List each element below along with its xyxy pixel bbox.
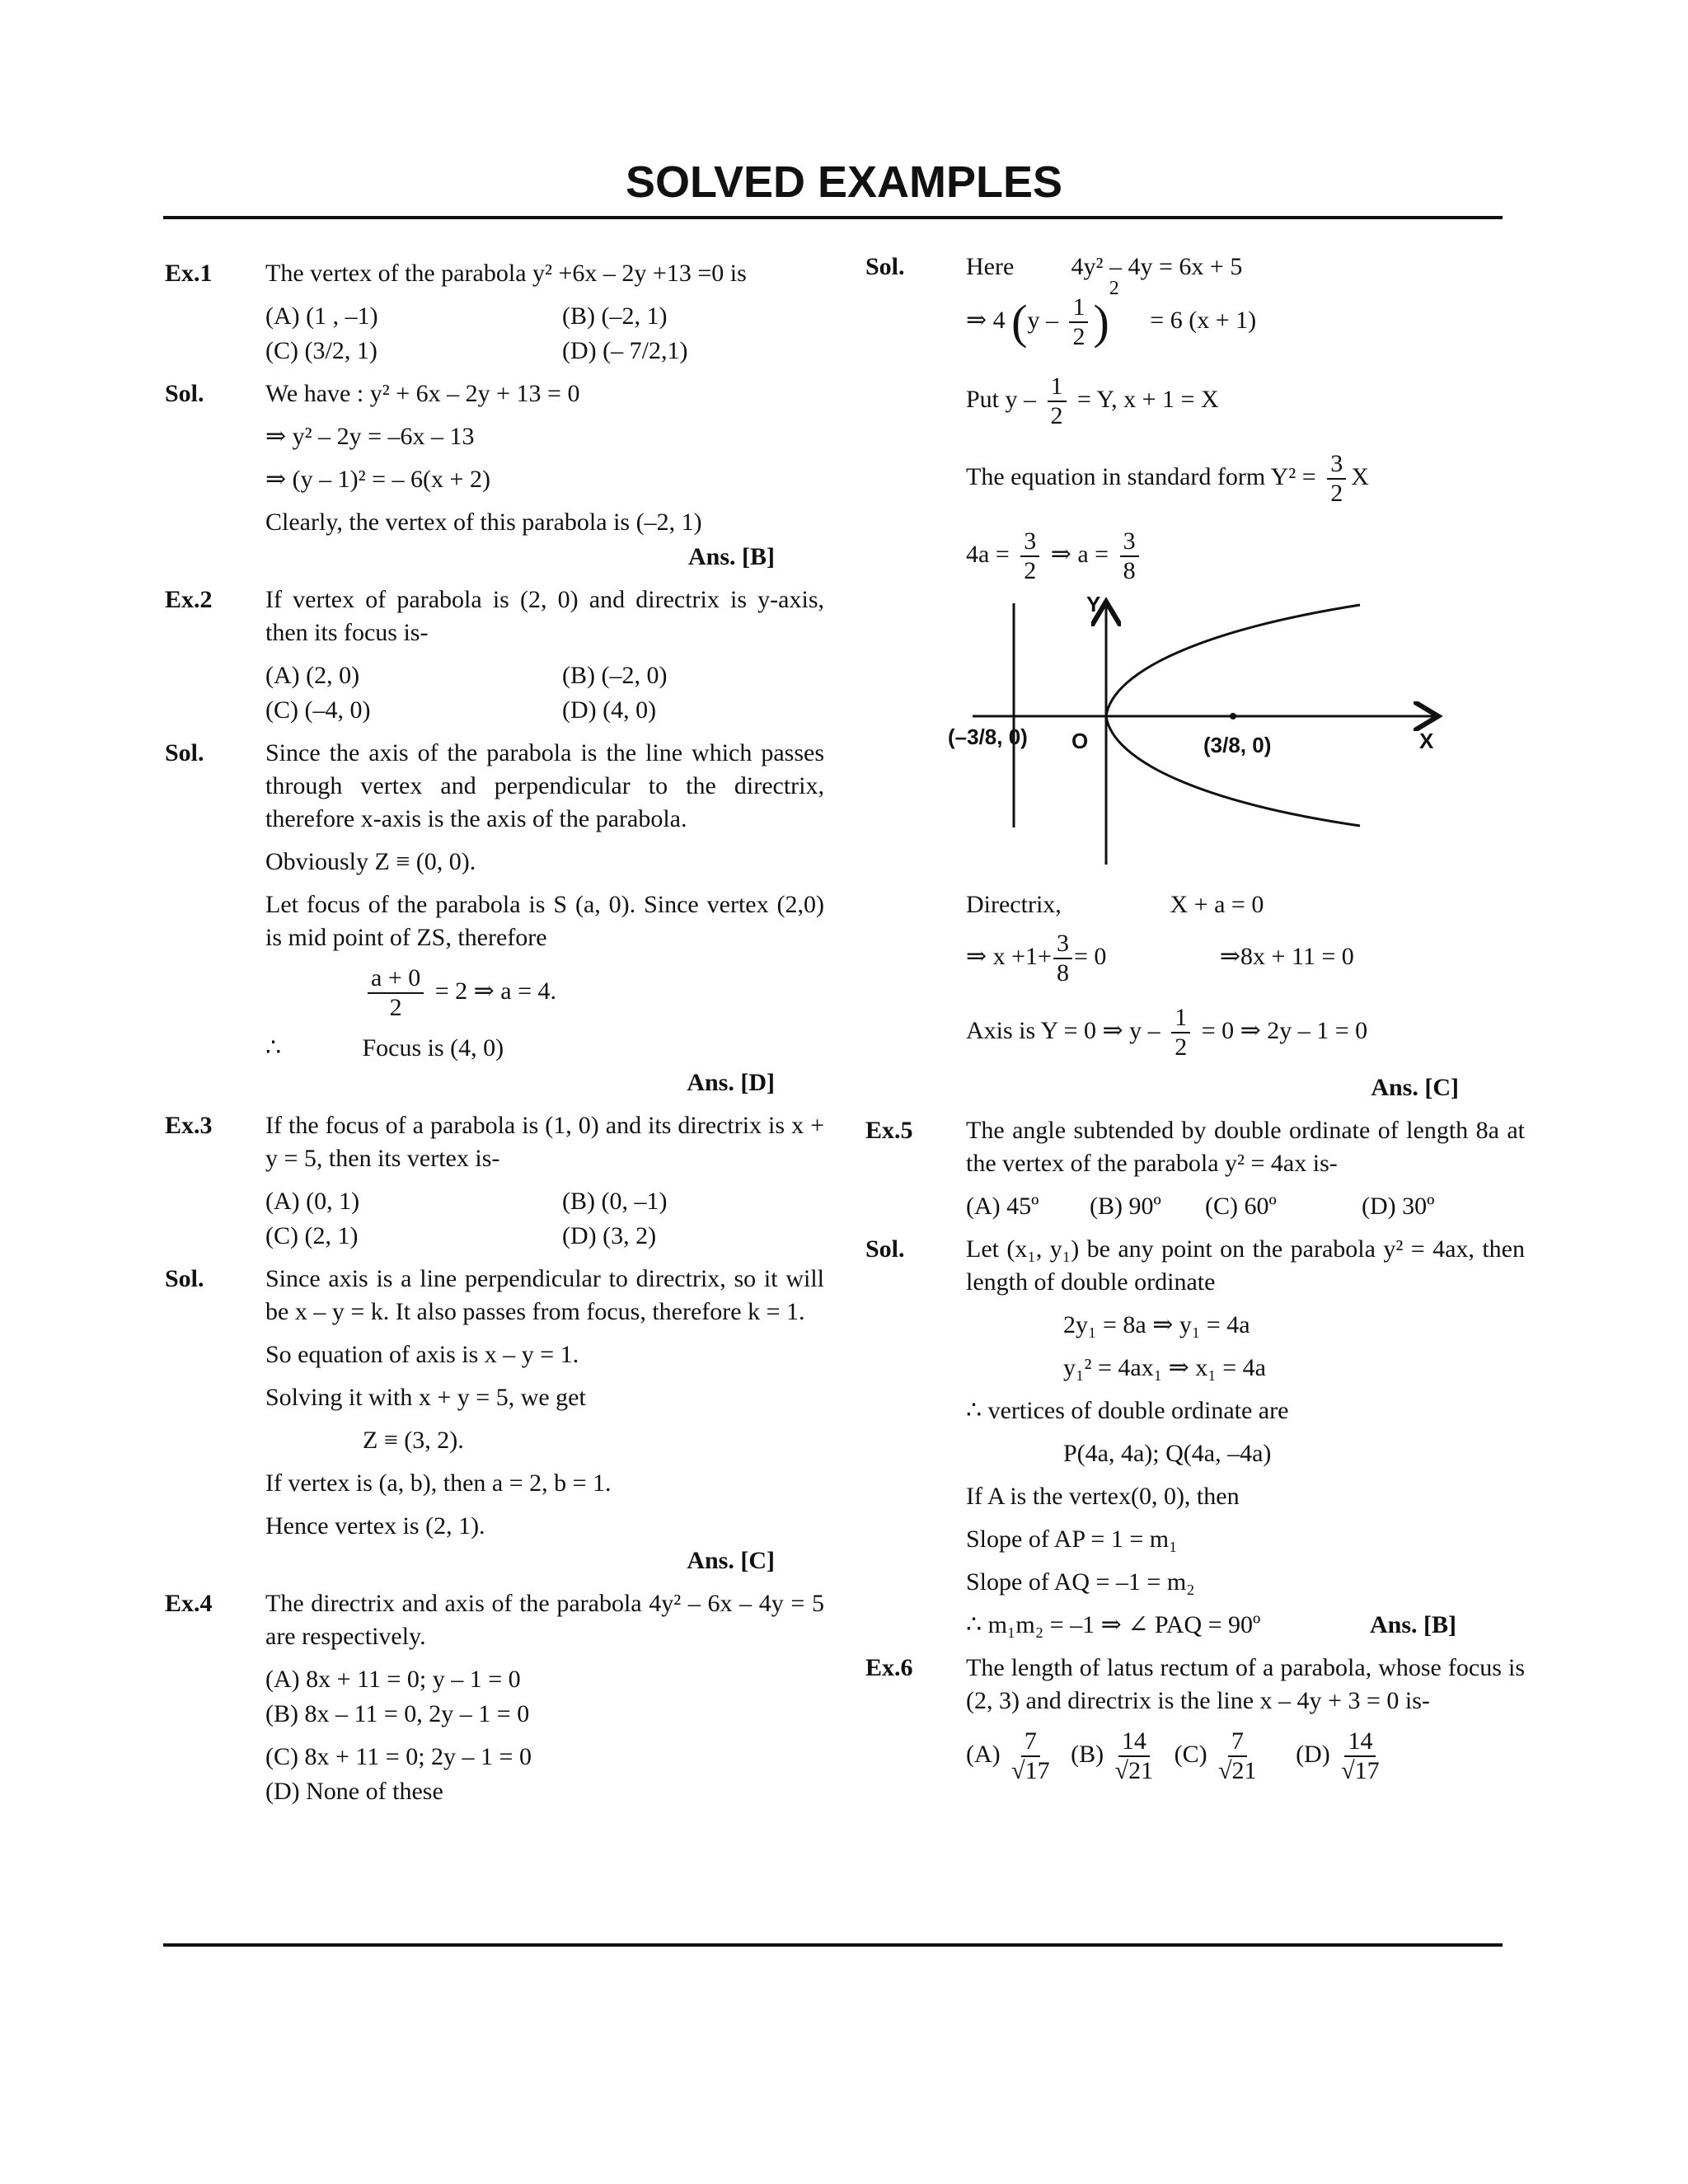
sol4-four-a <box>966 527 1525 593</box>
ex5-sol-text: If A is the vertex(0, 0), then <box>966 1483 1240 1510</box>
d2-right: ⇒8x + 11 = 0 <box>1219 942 1354 970</box>
directrix-line-text <box>966 888 1525 921</box>
ex1-solution-line1 <box>165 377 824 410</box>
sol4-here-line <box>966 251 1525 284</box>
sol4-completed-square <box>966 278 1525 359</box>
d2-pre: ⇒ x +1+ <box>966 942 1052 970</box>
ex3-question: If the focus of a parabola is (1, 0) and its directrix is x + y = 5, then its vertex is- <box>265 1112 824 1172</box>
ex1-sol-step: Clearly, the vertex of this parabola is (–2, 1) <box>265 509 702 536</box>
ex1-option-b: (B) (–2, 1) <box>562 302 668 330</box>
ex3-label: Ex.3 <box>165 1112 213 1139</box>
ex2-frac-rest: = 2 ⇒ a = 4. <box>434 977 557 1005</box>
right-paren: ) <box>1093 295 1109 349</box>
std-text: The equation in standard form Y² = <box>966 462 1316 490</box>
ex6-label: Ex.6 <box>865 1654 913 1681</box>
parabola-diagram <box>948 592 1467 869</box>
ex3-options-row2 <box>265 1220 824 1253</box>
sol4-eq1: 4y² – 4y = 6x + 5 <box>1071 253 1243 280</box>
left-column <box>165 247 824 1818</box>
focus-point <box>1230 713 1236 719</box>
ex2-option-b: (B) (–2, 0) <box>562 662 668 689</box>
two-den: 2 <box>1330 480 1343 507</box>
ex3-sol-text: So equation of axis is x – y = 1. <box>265 1341 579 1368</box>
ex6-option-d-label: (D) <box>1296 1740 1330 1768</box>
half-num: 1 <box>1069 293 1088 323</box>
ex6-question: The length of latus rectum of a parabola, whose focus is (2, 3) and directrix is the line x – 4y + 3 = 0 is- <box>966 1654 1525 1714</box>
ex3-answer: Ans. [C] <box>687 1547 775 1574</box>
ex2-sol-text: Let focus of the parabola is S (a, 0). Since vertex (2,0) is mid point of ZS, therefore <box>265 891 824 951</box>
ex2-label: Ex.2 <box>165 586 213 613</box>
half-den: 2 <box>1050 402 1063 429</box>
right-column <box>865 247 1525 1803</box>
ex3-option-b: (B) (0, –1) <box>562 1188 668 1215</box>
ex5-question-line <box>865 1114 1525 1180</box>
ex3-sol-text: Solving it with x + y = 5, we get <box>265 1384 586 1411</box>
ex5-sol-text: ∴ vertices of double ordinate are <box>966 1397 1289 1424</box>
ex2-options-row2 <box>265 694 824 727</box>
top-rule <box>163 216 1503 219</box>
sol4-line1 <box>865 251 1525 284</box>
ex5-options <box>966 1190 1525 1223</box>
ex1-sol-step: We have : y² + 6x – 2y + 13 = 0 <box>265 380 580 407</box>
ex2-frac-num: a + 0 <box>368 964 424 994</box>
ex2-fraction <box>368 964 424 1022</box>
half-den: 2 <box>1072 323 1085 350</box>
ex1-sol-label: Sol. <box>165 380 204 407</box>
ex2-solution-line1 <box>165 737 824 836</box>
ex3-sol-label: Sol. <box>165 1265 204 1292</box>
ex6-options <box>966 1727 1525 1793</box>
ex6-option-b-fraction <box>1115 1727 1153 1785</box>
ex6-option-a-fraction <box>1011 1727 1049 1785</box>
ex6-option-b-label: (B) <box>1071 1740 1104 1768</box>
ex5-sol-text: Slope of AP = 1 = m₁ <box>966 1526 1178 1553</box>
x-axis-label: X <box>1419 729 1434 753</box>
ex3-option-a: (A) (0, 1) <box>265 1188 360 1215</box>
axis-line <box>966 1004 1525 1070</box>
ex4-option-a: (A) 8x + 11 = 0; y – 1 = 0 <box>265 1666 521 1693</box>
ex6-question-line <box>865 1652 1525 1718</box>
ex6-d-den: √17 <box>1341 1757 1380 1784</box>
ex2-option-a: (A) (2, 0) <box>265 662 360 689</box>
left-paren: ( <box>1011 295 1028 349</box>
ex3-sol-text: Since axis is a line perpendicular to directrix, so it will be x – y = k. It also passes from focus, therefore k = 1. <box>265 1265 824 1325</box>
ex5-sol-text: y₁² = 4ax₁ ⇒ x₁ = 4a <box>1063 1354 1266 1381</box>
three-num: 3 <box>1020 527 1039 557</box>
ex1-options-row2 <box>265 335 824 368</box>
ex5-option-a: (A) 45º <box>966 1193 1039 1220</box>
y-axis-label: Y <box>1086 592 1101 616</box>
sol4-answer: Ans. [C] <box>1371 1074 1459 1101</box>
ex2-sol-text: Since the axis of the parabola is the line which passes through vertex and perpendicular to the directrix, therefore x-axis is the axis of the parabola. <box>265 739 824 832</box>
ex2-option-c: (C) (–4, 0) <box>265 696 371 724</box>
square-exponent: 2 <box>1109 278 1119 299</box>
ex3-sol-text: Hence vertex is (2, 1). <box>265 1512 485 1540</box>
three-num: 3 <box>1120 527 1139 557</box>
half-num: 1 <box>1048 373 1067 402</box>
ex2-frac-den: 2 <box>389 994 402 1021</box>
eight-den: 8 <box>1123 557 1136 584</box>
ex5-option-b: (B) 90º <box>1090 1193 1161 1220</box>
focus-point-label: (3/8, 0) <box>1203 733 1272 757</box>
ex6-b-num: 14 <box>1118 1727 1150 1757</box>
ex2-fraction-line <box>272 964 824 1022</box>
ex2-question-line <box>165 583 824 649</box>
three-num: 3 <box>1327 450 1346 480</box>
implies-a: ⇒ a = <box>1050 540 1109 568</box>
ex3-sol-text: Z ≡ (3, 2). <box>363 1427 464 1454</box>
here-word: Here <box>966 253 1015 280</box>
axis-post: = 0 ⇒ 2y – 1 = 0 <box>1201 1016 1368 1044</box>
put-y: Put y – <box>966 385 1037 413</box>
ex5-label: Ex.5 <box>865 1117 913 1144</box>
ex3-option-d: (D) (3, 2) <box>562 1222 657 1249</box>
ex1-question-line <box>165 257 824 290</box>
ex5-answer: Ans. [B] <box>1370 1611 1457 1638</box>
ex2-sol-label: Sol. <box>165 739 204 766</box>
half-fraction <box>1171 1004 1190 1062</box>
page-title: SOLVED EXAMPLES <box>625 157 1063 207</box>
y-minus: y – <box>1027 306 1058 334</box>
three-halves <box>1020 527 1039 585</box>
ex5-sol-text: Let (x₁, y₁) be any point on the parabola y² = 4ax, then length of double ordinate <box>966 1235 1525 1296</box>
ex3-option-c: (C) (2, 1) <box>265 1222 359 1249</box>
ex5-option-c: (C) 60º <box>1205 1193 1277 1220</box>
ex5-sol-text: Slope of AQ = –1 = m₂ <box>966 1568 1195 1596</box>
four-a: 4a = <box>966 540 1010 568</box>
ex1-option-a: (A) (1 , –1) <box>265 302 378 330</box>
three-eighths <box>1053 930 1072 987</box>
ex5-sol-text: 2y₁ = 8a ⇒ y₁ = 4a <box>1063 1311 1250 1338</box>
directrix-label: Directrix, <box>966 891 1062 918</box>
put-rest: = Y, x + 1 = X <box>1077 385 1219 413</box>
ex6-a-num: 7 <box>1021 1727 1040 1757</box>
three-halves <box>1327 450 1346 508</box>
directrix-eq: X + a = 0 <box>1170 891 1264 918</box>
ex5-sol-text: ∴ m₁m₂ = –1 ⇒ ∠ PAQ = 90º <box>966 1611 1261 1638</box>
sol4-standard-form <box>966 450 1525 516</box>
ex3-options-row1 <box>265 1185 824 1218</box>
ex2-sol-text: Obviously Z ≡ (0, 0). <box>265 848 476 875</box>
ex6-a-den: √17 <box>1011 1757 1050 1784</box>
ex1-option-c: (C) (3/2, 1) <box>265 337 377 364</box>
axis-pre: Axis is Y = 0 ⇒ y – <box>966 1016 1160 1044</box>
bottom-rule <box>163 1943 1503 1947</box>
ex5-sol-text: P(4a, 4a); Q(4a, –4a) <box>1063 1440 1272 1467</box>
ex4-label: Ex.4 <box>165 1590 213 1617</box>
ex5-solution-line1 <box>865 1233 1525 1299</box>
sol4-label: Sol. <box>865 253 905 280</box>
ex6-option-c-fraction <box>1218 1727 1256 1785</box>
implies-4: ⇒ 4 <box>966 306 1006 334</box>
ex3-sol-text: If vertex is (a, b), then a = 2, b = 1. <box>265 1469 612 1497</box>
ex4-option-d: (D) None of these <box>265 1778 443 1805</box>
eight-den: 8 <box>1056 959 1069 987</box>
ex2-focus-line <box>165 1032 824 1065</box>
ex5-option-d: (D) 30º <box>1362 1193 1435 1220</box>
ex1-option-d: (D) (– 7/2,1) <box>562 337 688 364</box>
ex4-question: The directrix and axis of the parabola 4y² – 6x – 4y = 5 are respectively. <box>265 1590 824 1650</box>
ex6-option-c-label: (C) <box>1174 1740 1207 1768</box>
ex3-solution-line1 <box>165 1263 824 1329</box>
half-den: 2 <box>1175 1033 1188 1061</box>
ex6-b-den: √21 <box>1114 1757 1154 1784</box>
ex6-c-den: √21 <box>1218 1757 1257 1784</box>
std-x: X <box>1351 462 1369 490</box>
ex4-question-line <box>165 1587 824 1653</box>
origin-label: O <box>1071 729 1089 753</box>
ex1-label: Ex.1 <box>165 260 213 287</box>
ex1-sol-step: ⇒ y² – 2y = –6x – 13 <box>265 423 475 450</box>
ex5-sol-label: Sol. <box>865 1235 905 1263</box>
three-num: 3 <box>1053 930 1072 959</box>
ex2-focus: Focus is (4, 0) <box>362 1034 504 1062</box>
ex6-option-d-fraction <box>1341 1727 1379 1785</box>
ex6-option-a-label: (A) <box>966 1740 1001 1768</box>
two-den: 2 <box>1024 557 1037 584</box>
ex4-option-b: (B) 8x – 11 = 0, 2y – 1 = 0 <box>265 1700 530 1727</box>
ex5-final-line <box>966 1609 1525 1642</box>
d2-post: = 0 <box>1073 942 1107 970</box>
ex1-question: The vertex of the parabola y² +6x – 2y +13 =0 is <box>265 260 747 287</box>
ex5-question: The angle subtended by double ordinate of length 8a at the vertex of the parabola y² = 4ax is- <box>966 1117 1525 1177</box>
ex1-sol-step: ⇒ (y – 1)² = – 6(x + 2) <box>265 466 490 493</box>
three-eighths <box>1120 527 1139 585</box>
ex6-d-num: 14 <box>1344 1727 1376 1757</box>
directrix-substitution <box>966 930 1525 996</box>
half-fraction <box>1048 373 1067 430</box>
ex2-question: If vertex of parabola is (2, 0) and directrix is y-axis, then its focus is- <box>265 586 824 646</box>
half-num: 1 <box>1171 1004 1190 1033</box>
therefore-symbol: ∴ <box>265 1034 282 1062</box>
ex2-option-d: (D) (4, 0) <box>562 696 657 724</box>
ex6-c-num: 7 <box>1228 1727 1247 1757</box>
ex1-options-row1 <box>265 300 824 333</box>
ex1-answer: Ans. [B] <box>687 543 775 570</box>
ex2-answer: Ans. [D] <box>687 1069 775 1096</box>
ex2-options-row1 <box>265 659 824 692</box>
eq2-rhs: = 6 (x + 1) <box>1150 306 1257 334</box>
sol4-substitution <box>966 373 1525 438</box>
ex4-option-c: (C) 8x + 11 = 0; 2y – 1 = 0 <box>265 1743 532 1770</box>
directrix-point-label: (–3/8, 0) <box>948 724 1028 749</box>
half-fraction <box>1069 293 1088 351</box>
ex3-question-line <box>165 1109 824 1175</box>
